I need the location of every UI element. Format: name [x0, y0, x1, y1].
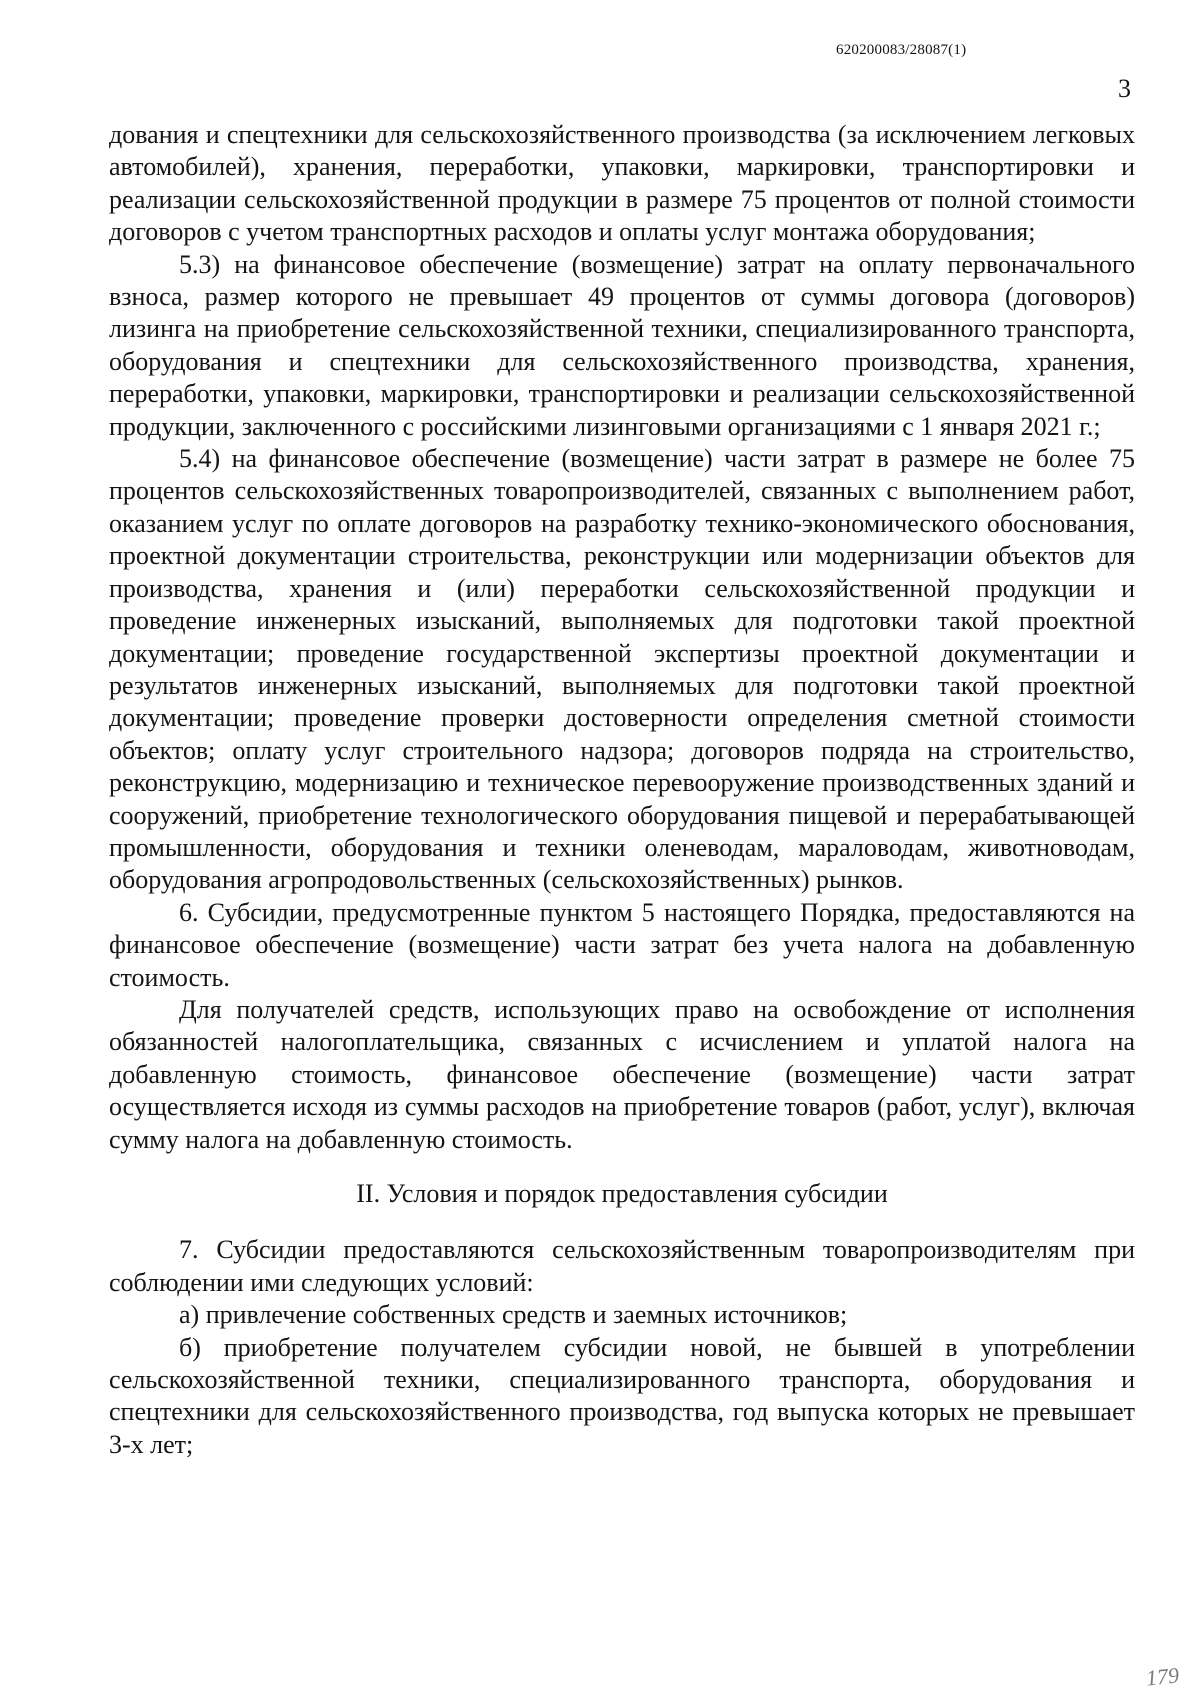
- paragraph-6: 6. Субсидии, предусмотренные пунктом 5 настоящего Порядка, предоставляются на финансовое обеспечение (возмещение) части затрат без учета налога на добавленную стоимость.: [109, 897, 1135, 992]
- paragraph-7: 7. Субсидии предоставляются сельскохозяйственным товаропроизводителям при соблюдении ими следующих условий:: [109, 1235, 1135, 1297]
- section-heading: II. Условия и порядок предоставления субсидии: [356, 1179, 888, 1208]
- paragraph-7-b: б) приобретение получателем субсидии новой, не бывшей в употреблении сельскохозяйственной техники, специализированного транспорта, оборудования и спецтехники для сельскохозяйственного производства, год выпуска которых не превышает 3-х лет;: [109, 1332, 1135, 1459]
- page-number: 3: [1118, 74, 1131, 103]
- paragraph-continuation: дования и спецтехники для сельскохозяйственного производства (за исключением легковых автомобилей), хранения, переработки, упаковки, маркировки, транспортировки и реализации сельскохозяйственной продукции в размере 75 процентов от полной стоимости договоров с учетом транспортных расходов и оплаты услуг монтажа оборудования;: [109, 120, 1135, 247]
- paragraph-6-note: Для получателей средств, использующих право на освобождение от исполнения обязанностей налогоплательщика, связанных с исчислением и уплатой налога на добавленную стоимость, финансовое обеспечение (возмещение) части затрат осуществляется исходя из суммы расходов на приобретение товаров (работ, услуг), включая сумму налога на добавленную стоимость.: [109, 994, 1135, 1154]
- paragraph-5-3: 5.3) на финансовое обеспечение (возмещение) затрат на оплату первоначального взноса, размер которого не превышает 49 процентов от суммы договора (договоров) лизинга на приобретение сельскохозяйственной техники, специализированного транспорта, оборудования и спецтехники для сельскохозяйственного производства, хранения, переработки, упаковки, маркировки, транспортировки и реализации сельскохозяйственной продукции, заключенного с российскими лизинговыми организациями с 1 января 2021 г.;: [109, 249, 1135, 441]
- paragraph-5-4: 5.4) на финансовое обеспечение (возмещение) части затрат в размере не более 75 процентов сельскохозяйственных товаропроизводителей, связанных с выполнением работ, оказанием услуг по оплате договоров на разработку технико-экономического обоснования, проектной документации строительства, реконструкции или модернизации объектов для производства, хранения и (или) переработки сельскохозяйственной продукции и проведение инженерных изысканий, выполняемых для подготовки такой проектной документации; проведение государственной экспертизы проектной документации и результатов инженерных изысканий, выполняемых для подготовки такой проектной документации; проведение проверки достоверности определения сметной стоимости объектов; оплату услуг строительного надзора; договоров подряда на строительство, реконструкцию, модернизацию и техническое перевооружение производственных зданий и сооружений, приобретение технологического оборудования пищевой и перерабатывающей промышленности, оборудования и техники оленеводам, мараловодам, животноводам, оборудования агропродовольственных (сельскохозяйственных) рынков.: [109, 444, 1135, 895]
- document-registration-number: 620200083/28087(1): [836, 42, 967, 58]
- paragraph-7-a: а) привлечение собственных средств и заемных источников;: [179, 1300, 848, 1330]
- document-body: [109, 119, 1135, 1461]
- handwritten-page-mark: 179: [1144, 1662, 1181, 1691]
